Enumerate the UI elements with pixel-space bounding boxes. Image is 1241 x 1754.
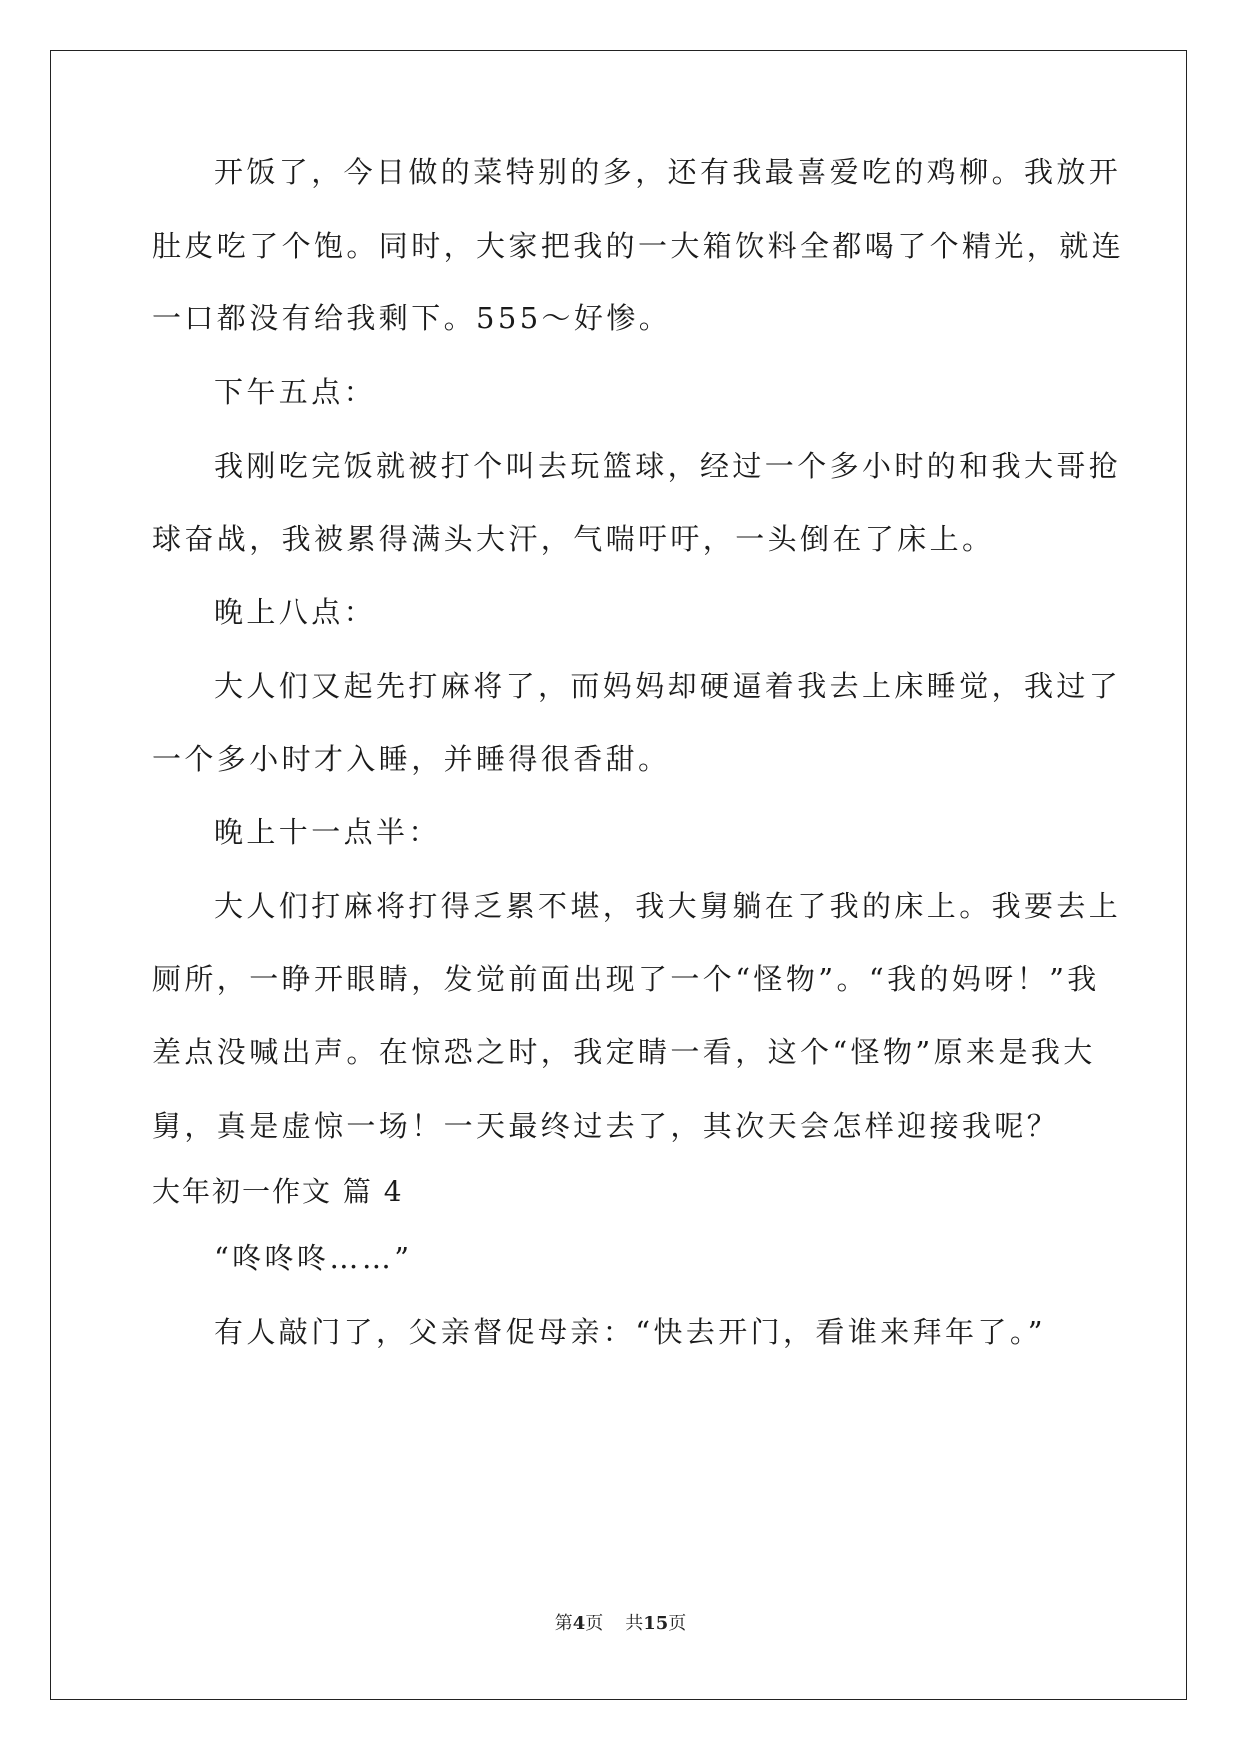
- paragraph-line: 晚上八点：: [214, 595, 377, 629]
- paragraph-line: 有人敲门了，父亲督促母亲：“快去开门，看谁来拜年了。”: [214, 1315, 1046, 1349]
- paragraph-line: 差点没喊出声。在惊恐之时，我定睛一看，这个“怪物”原来是我大: [152, 1035, 1096, 1069]
- paragraph-line: 肚皮吃了个饱。同时，大家把我的一大箱饮料全都喝了个精光，就连: [152, 229, 1125, 263]
- footer-total-prefix: 共: [625, 1613, 644, 1634]
- paragraph-line: 大人们又起先打麻将了，而妈妈却硬逼着我去上床睡觉，我过了: [214, 669, 1122, 703]
- paragraph-line: 大人们打麻将打得乏累不堪，我大舅躺在了我的床上。我要去上: [214, 889, 1122, 923]
- footer-suffix: 页: [668, 1613, 687, 1634]
- paragraph-line: 我刚吃完饭就被打个叫去玩篮球，经过一个多小时的和我大哥抢: [214, 449, 1122, 483]
- paragraph-line: 球奋战，我被累得满头大汗，气喘吁吁，一头倒在了床上。: [152, 522, 995, 556]
- footer-mid: 页: [585, 1613, 604, 1634]
- paragraph-line: 一口都没有给我剩下。555～好惨。: [152, 301, 672, 335]
- total-page-count: 15: [643, 1613, 669, 1634]
- paragraph-line: 开饭了，今日做的菜特别的多，还有我最喜爱吃的鸡柳。我放开: [214, 155, 1122, 189]
- footer-prefix: 第: [554, 1613, 573, 1634]
- paragraph-line: 厕所，一睁开眼睛，发觉前面出现了一个“怪物”。“我的妈呀！”我: [152, 962, 1100, 996]
- paragraph-line: 晚上十一点半：: [214, 815, 441, 849]
- paragraph-line: 一个多小时才入睡，并睡得很香甜。: [152, 742, 671, 776]
- current-page-number: 4: [572, 1613, 586, 1634]
- paragraph-line: 下午五点：: [214, 375, 377, 409]
- page-footer: [0, 1612, 1241, 1636]
- paragraph-line: 舅，真是虚惊一场！一天最终过去了，其次天会怎样迎接我呢？: [152, 1109, 1060, 1143]
- paragraph-line: “咚咚咚……”: [214, 1241, 413, 1275]
- section-heading: 大年初一作文 篇 4: [152, 1175, 404, 1208]
